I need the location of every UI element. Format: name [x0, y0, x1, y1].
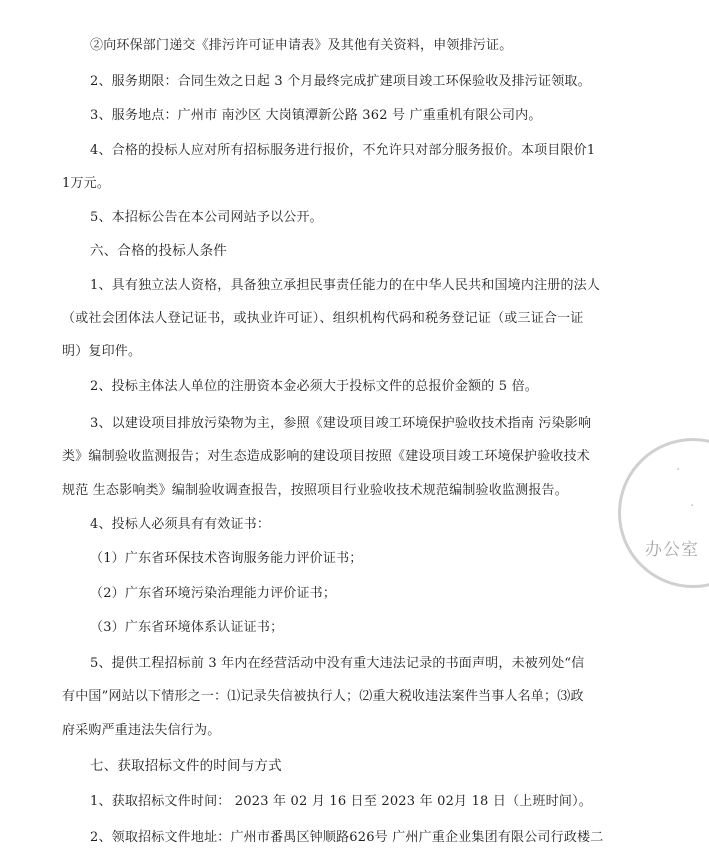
section-heading: 七、获取招标文件的时间与方式 [90, 758, 282, 774]
seal-text: 办公室 [645, 540, 699, 560]
para-line: 5、提供工程招标前 3 年内在经营活动中没有重大违法记录的书面声明，未被列处“信 [90, 656, 585, 671]
para-line: 2、领取招标文件地址：广州市番禺区钟顺路626号 广州广重企业集团有限公司行政楼二 [90, 830, 604, 845]
official-seal-icon [618, 438, 709, 588]
para-line: ②向环保部门递交《排污许可证申请表》及其他有关资料，申领排污证。 [90, 38, 513, 53]
para-line: 1、具有独立法人资格，具备独立承担民事责任能力的在中华人民共和国境内注册的法人 [90, 278, 601, 293]
list-item: （2）广东省环境污染治理能力评价证书； [90, 586, 337, 601]
seal-mark-icon: · [690, 498, 695, 514]
section-heading: 六、合格的投标人条件 [90, 243, 227, 259]
para-line: 1、获取招标文件时间： 2023 年 02 月 16 日至 2023 年 02月 18 日（上班时间）。 [90, 794, 592, 809]
para-line: 4、合格的投标人应对所有招标服务进行报价，不允许只对部分服务报价。本项目限价1 [90, 143, 596, 158]
para-line: 府采购严重违法失信行为。 [62, 723, 221, 738]
para-line: 规范 生态影响类》编制验收调查报告，按照项目行业验收技术规范编制验收监测报告。 [62, 483, 568, 498]
para-line: 2、投标主体法人单位的注册资本金必须大于投标文件的总报价金额的 5 倍。 [90, 379, 539, 394]
para-line: 5、本招标公告在本公司网站予以公开。 [90, 210, 323, 225]
para-line: 明）复印件。 [62, 344, 142, 359]
para-line: 2、服务期限：合同生效之日起 3 个月最终完成扩建项目竣工环保验收及排污证领取。 [90, 74, 591, 89]
list-item: （1）广东省环保技术咨询服务能力评价证书； [90, 551, 363, 566]
para-line: 1万元。 [62, 176, 111, 191]
para-line: 有中国”网站以下情形之一：⑴记录失信被执行人；⑵重大税收违法案件当事人名单；⑶政 [62, 689, 584, 704]
list-item: （3）广东省环境体系认证证书； [90, 620, 284, 635]
para-line: 3、服务地点：广州市 南沙区 大岗镇潭新公路 362 号 广重重机有限公司内。 [90, 108, 542, 123]
para-line: （或社会团体法人登记证书，或执业许可证）、组织机构代码和税务登记证（或三证合一证 [62, 311, 584, 326]
para-line: 类》编制验收监测报告；对生态造成影响的建设项目按照《建设项目竣工环境保护验收技术 [62, 449, 591, 464]
para-line: 3、以建设项目排放污染物为主，参照《建设项目竣工环境保护验收技术指南 污染影响 [90, 416, 592, 431]
para-line: 4、投标人必须具有有效证书： [90, 517, 271, 532]
seal-mark-icon: · [676, 462, 681, 478]
